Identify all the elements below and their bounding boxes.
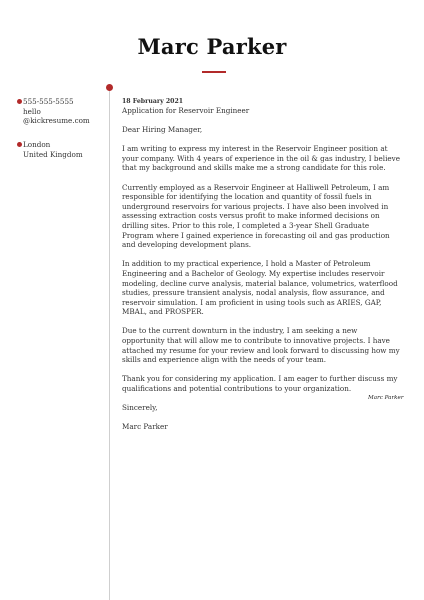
paragraph-4: Due to the current downturn in the industry, I am seeking a new opportunity that will allow me to contribute to innovative projects. I have attached my resume for your review and look forward to discussing how my skills and experience align with the needs of your team. (122, 326, 400, 365)
contact-block (23, 97, 90, 126)
paragraph-1: I am writing to express my interest in the Reservoir Engineer position at your company. With 4 years of experience in the oil & gas industry, I believe that my background and skills make me a strong candidate for this role. (122, 144, 400, 173)
timeline-divider (109, 88, 110, 600)
letter-subject: Application for Reservoir Engineer (122, 106, 250, 115)
paragraph-2: Currently employed as a Reservoir Engineer at Halliwell Petroleum, I am responsible for identifying the location and quantity of fossil fuels in underground reservoirs for various projects. I have also been involved in assessing extraction costs versus profit to make informed decisions on drilling sites. Prior to this role, I completed a 3-year Shell Graduate Program where I gained experience in forecasting oil and gas production and developing development plans. (122, 182, 390, 250)
letter-date: 18 February 2021 (122, 98, 184, 105)
email-line-1: hello (23, 106, 41, 116)
address-block (23, 140, 83, 159)
city: London (23, 140, 51, 149)
address-bullet-icon (17, 142, 22, 147)
letter-body (122, 98, 402, 442)
name-underline (202, 71, 226, 73)
timeline-dot (106, 84, 113, 91)
greeting: Dear Hiring Manager, (122, 125, 203, 134)
contact-bullet-icon (17, 99, 22, 104)
signature: Marc Parker (368, 395, 404, 401)
phone-number: 555-555-5555 (23, 97, 74, 106)
applicant-name: Marc Parker (137, 34, 287, 59)
paragraph-3: In addition to my practical experience, I hold a Master of Petroleum Engineering and a Bachelor of Geology. My expertise includes reservoir modeling, decline curve analysis, material balance, volumetrics, waterflood studies, pressure transient analysis, nodal analysis, flow assurance, and reservoir simulation. I am proficient in using tools such as ARIES, GAP, MBAL, and PROSPER. (122, 259, 398, 317)
signer-name: Marc Parker (122, 422, 168, 432)
email-line-2: @kickresume.com (23, 116, 90, 126)
country: United Kingdom (23, 149, 83, 159)
closing: Sincerely, (122, 403, 158, 413)
paragraph-5: Thank you for considering my application. I am eager to further discuss my qualifications and potential contributions to your organization. (122, 374, 398, 394)
